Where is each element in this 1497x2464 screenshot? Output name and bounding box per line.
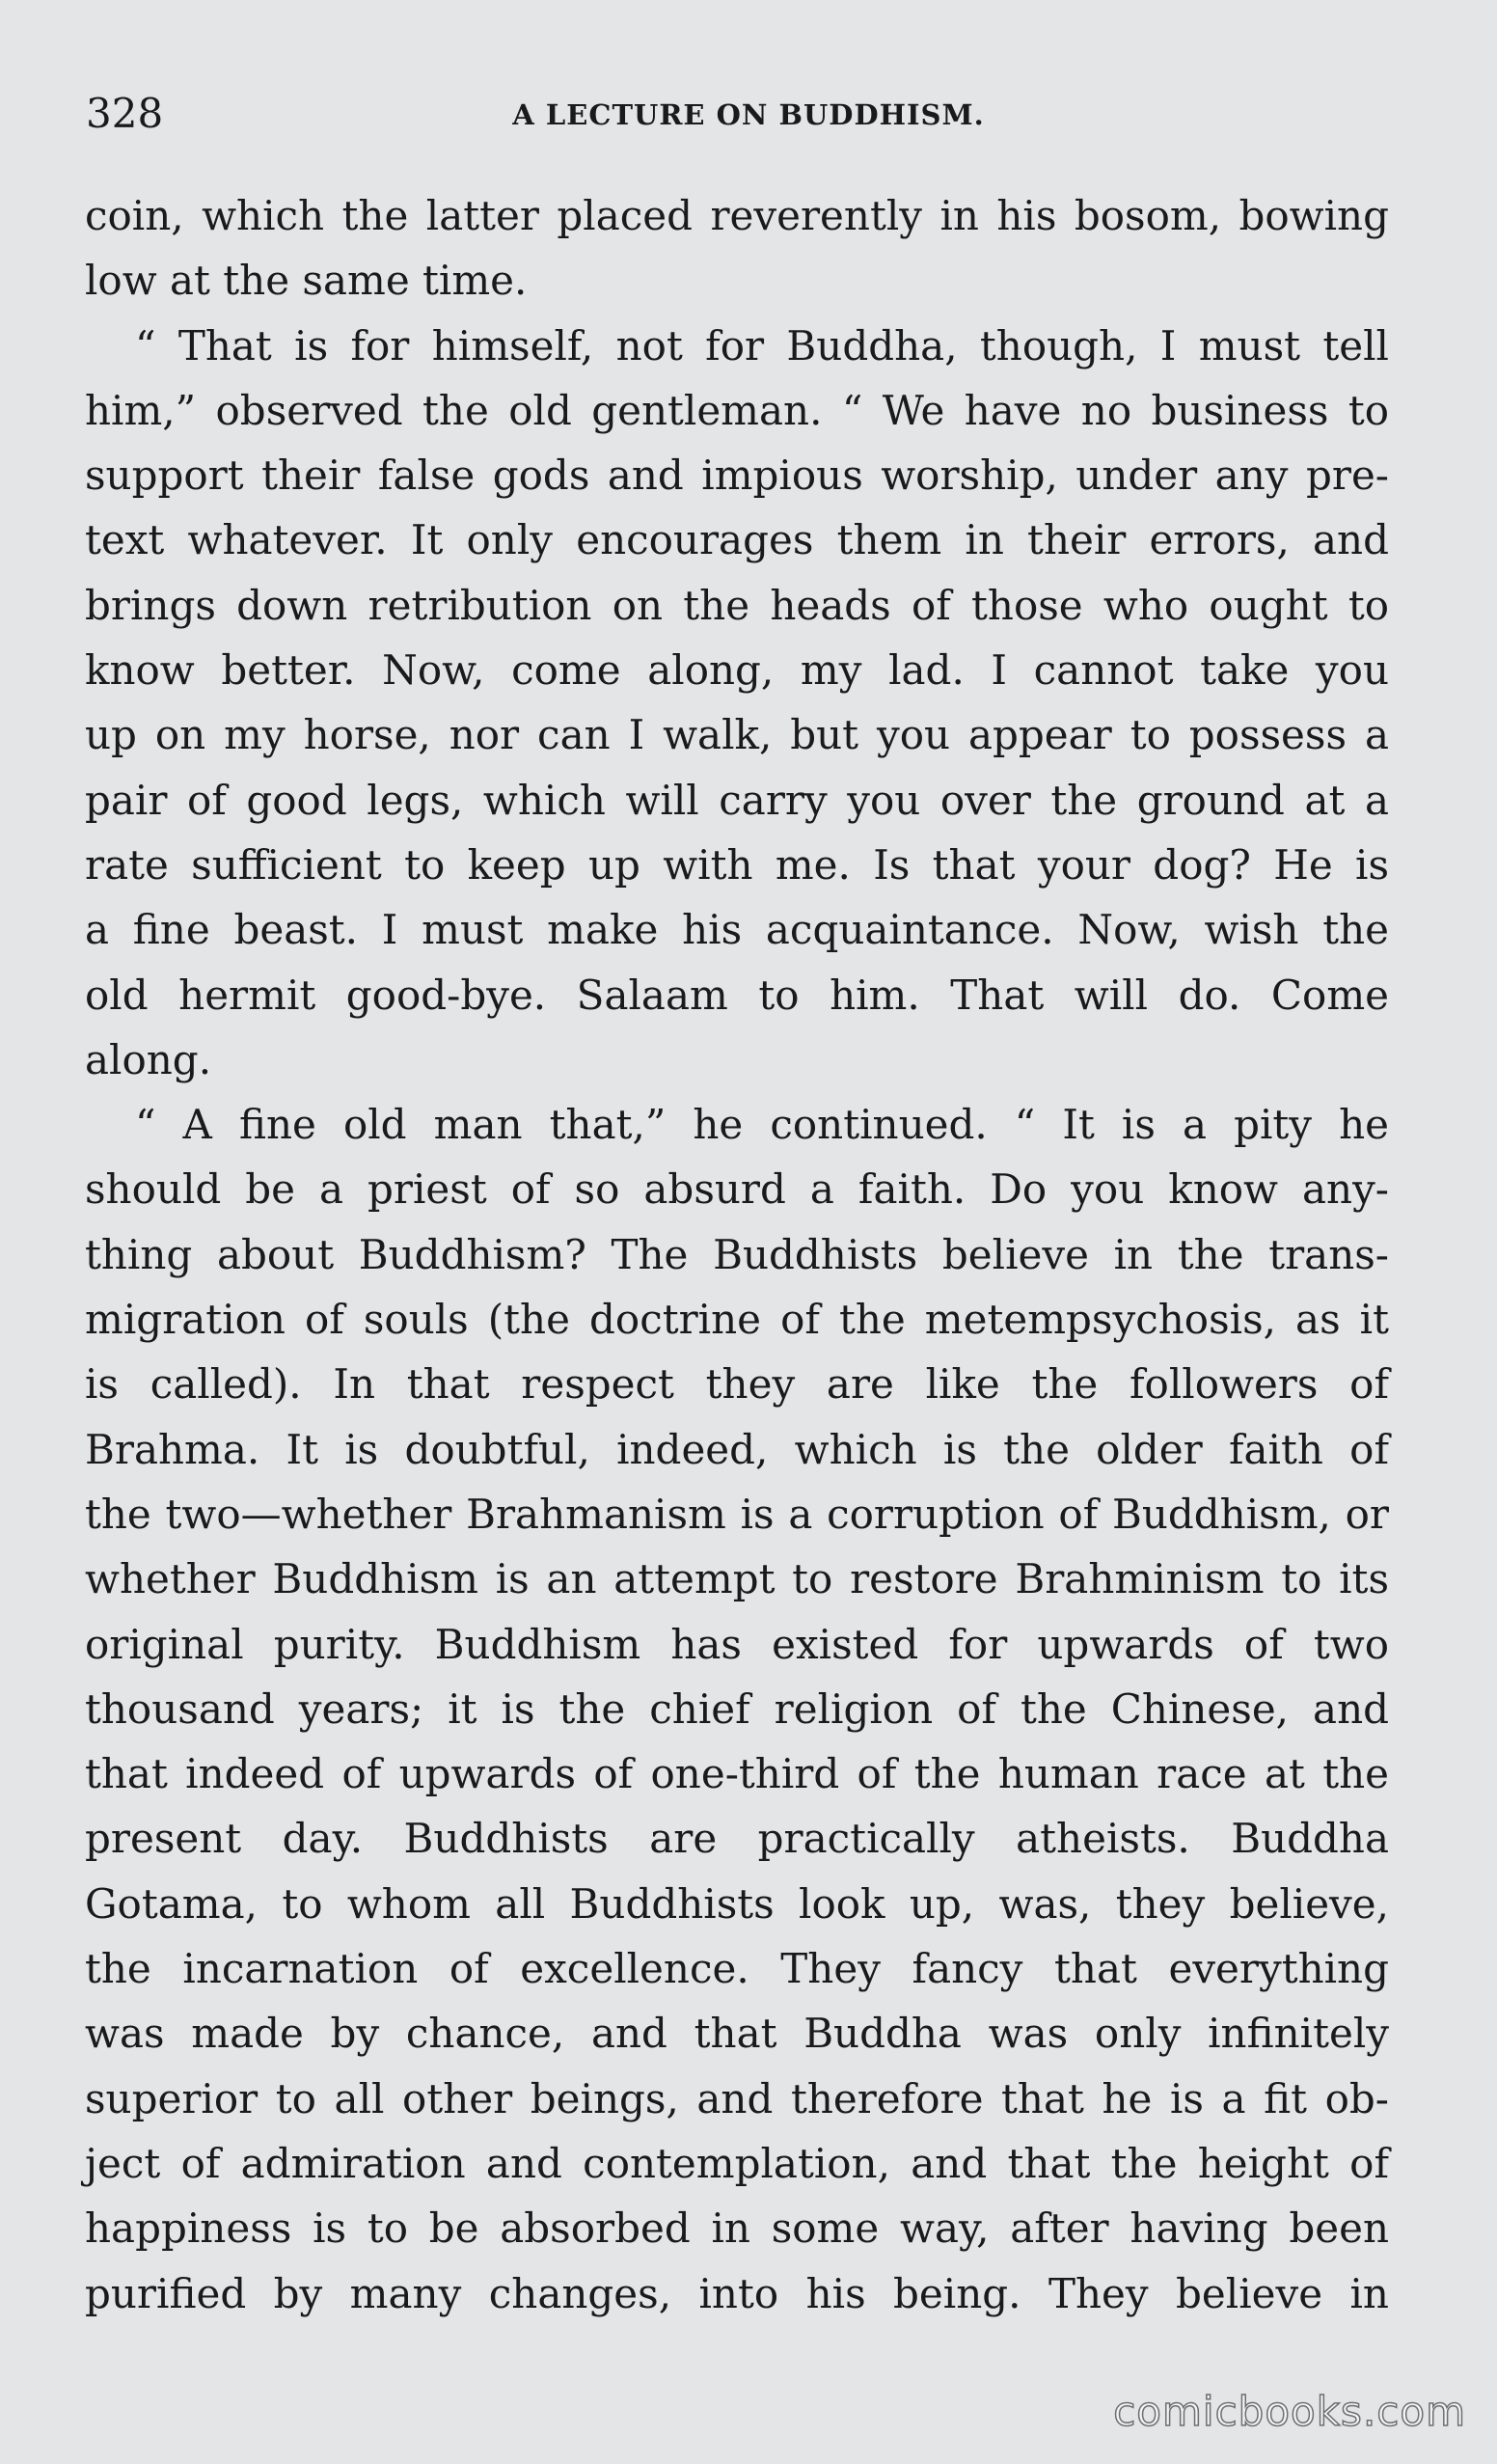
running-head: A LECTURE ON BUDDHISM.	[512, 98, 985, 131]
text-line: whether Buddhism is an attempt to restore Brahminism to its	[85, 1555, 1389, 1603]
text-line: the two—whether Brahmanism is a corruption of Buddhism, or	[85, 1490, 1389, 1538]
page-number: 328	[86, 90, 164, 137]
text-line: “ That is for himself, not for Buddha, though, I must tell	[135, 321, 1389, 370]
text-line: coin, which the latter placed reverently in his bosom, bowing	[85, 192, 1389, 239]
text-line: thing about Buddhism? The Buddhists believe in the trans-	[85, 1230, 1389, 1278]
text-line: thousand years; it is the chief religion of the Chinese, and	[85, 1684, 1389, 1733]
text-line: the incarnation of excellence. They fancy that everything	[85, 1945, 1389, 1993]
text-line: was made by chance, and that Buddha was only infinitely	[85, 2010, 1389, 2058]
text-line: Gotama, to whom all Buddhists look up, was, they believe,	[85, 1879, 1389, 1928]
text-line: that indeed of upwards of one-third of the human race at the	[85, 1750, 1389, 1798]
text-line: present day. Buddhists are practically atheists. Buddha	[85, 1815, 1389, 1863]
text-line: ject of admiration and contemplation, and that the height of	[85, 2139, 1389, 2187]
watermark-logo: comicbooks.com	[1113, 2388, 1466, 2435]
text-line: pair of good legs, which will carry you over the ground at a	[85, 776, 1389, 824]
text-line: up on my horse, nor can I walk, but you appear to possess a	[85, 711, 1389, 759]
text-line: should be a priest of so absurd a faith. Do you know any-	[85, 1165, 1389, 1214]
text-line: him,” observed the old gentleman. “ We have no business to	[85, 386, 1389, 434]
text-line: superior to all other beings, and therefore that he is a fit ob-	[85, 2074, 1389, 2122]
text-line: Brahma. It is doubtful, indeed, which is the older faith of	[85, 1425, 1389, 1473]
text-line: purified by many changes, into his being. They believe in	[85, 2269, 1389, 2317]
text-line: a fine beast. I must make his acquaintance. Now, wish the	[85, 906, 1389, 954]
text-line: support their false gods and impious worship, under any pre-	[85, 452, 1389, 500]
text-line: low at the same time.	[85, 257, 528, 305]
text-line: happiness is to be absorbed in some way, after having been	[85, 2204, 1389, 2253]
text-line: is called). In that respect they are like the followers of	[85, 1360, 1389, 1409]
text-line: original purity. Buddhism has existed for upwards of two	[85, 1620, 1389, 1668]
text-line: “ A fine old man that,” he continued. “ It is a pity he	[135, 1101, 1389, 1149]
text-line: brings down retribution on the heads of those who ought to	[85, 581, 1389, 629]
body-text	[85, 183, 1389, 2326]
text-line: migration of souls (the doctrine of the metempsychosis, as it	[85, 1296, 1389, 1344]
text-line: old hermit good-bye. Salaam to him. That will do. Come	[85, 971, 1389, 1019]
text-line: along.	[85, 1035, 212, 1083]
text-line: text whatever. It only encourages them in their errors, and	[85, 516, 1389, 564]
text-line: rate sufficient to keep up with me. Is that your dog? He is	[85, 840, 1389, 889]
text-line: know better. Now, come along, my lad. I cannot take you	[85, 646, 1389, 695]
